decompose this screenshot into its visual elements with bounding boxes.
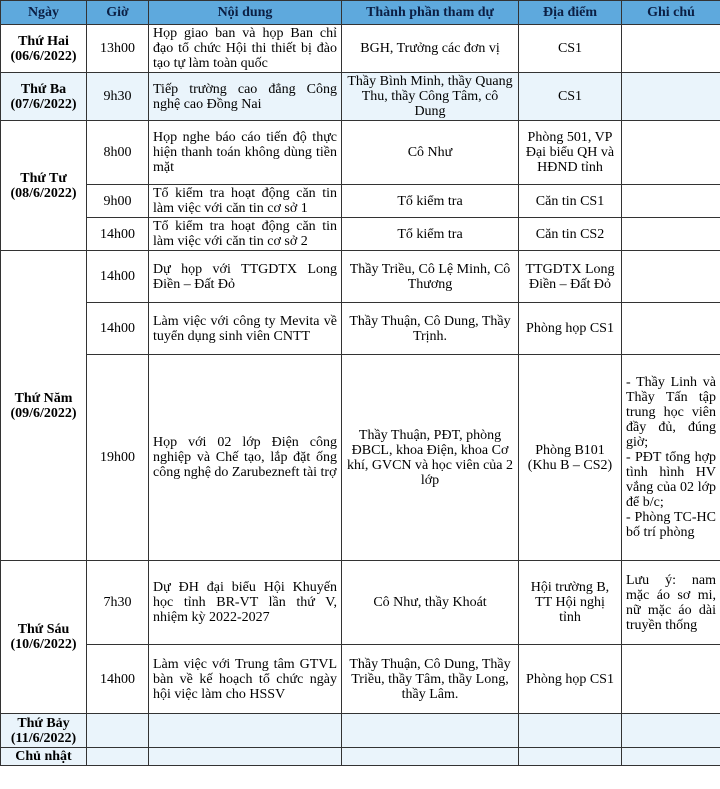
location-cell	[519, 714, 622, 748]
content-cell: Họp nghe báo cáo tiến độ thực hiện thanh toán không dùng tiền mặt	[149, 121, 342, 185]
attendees-cell	[342, 748, 519, 766]
day-name: Thứ Sáu	[17, 622, 70, 637]
note-cell	[622, 25, 720, 73]
attendees-cell: Tổ kiểm tra	[342, 218, 519, 251]
content-cell: Làm việc với công ty Mevita về tuyển dụng sinh viên CNTT	[149, 303, 342, 355]
header-row	[1, 1, 720, 25]
content-cell	[149, 748, 342, 766]
table-row	[1, 73, 720, 121]
location-cell	[519, 748, 622, 766]
location-cell: Phòng họp CS1	[519, 303, 622, 355]
attendees-cell: Cô Như, thầy Khoát	[342, 561, 519, 645]
table-row	[1, 25, 720, 73]
location-cell: Phòng B101 (Khu B – CS2)	[519, 355, 622, 561]
day-date: (10/6/2022)	[10, 637, 77, 652]
table-row	[1, 561, 720, 645]
content-cell: Họp với 02 lớp Điện công nghiệp và Chế tạo, lắp đặt ống công nghệ do Zarubezneft tài trợ	[149, 355, 342, 561]
day-cell	[1, 251, 87, 561]
time-cell	[87, 714, 149, 748]
location-cell: Căn tin CS1	[519, 185, 622, 218]
table-row	[1, 645, 720, 714]
time-cell: 14h00	[87, 645, 149, 714]
day-cell	[1, 714, 87, 748]
time-cell: 14h00	[87, 303, 149, 355]
header-time: Giờ	[87, 1, 149, 25]
table-row	[1, 303, 720, 355]
attendees-cell: Thầy Thuận, Cô Dung, Thầy Triều, thầy Tâm, thầy Long, thầy Lâm.	[342, 645, 519, 714]
location-cell: Phòng họp CS1	[519, 645, 622, 714]
content-cell: Tổ kiểm tra hoạt động căn tin làm việc với căn tin cơ sở 2	[149, 218, 342, 251]
attendees-cell: BGH, Trưởng các đơn vị	[342, 25, 519, 73]
time-cell: 14h00	[87, 251, 149, 303]
day-cell	[1, 748, 87, 766]
attendees-cell: Cô Như	[342, 121, 519, 185]
attendees-cell: Thầy Bình Minh, thầy Quang Thu, thầy Công Tâm, cô Dung	[342, 73, 519, 121]
table-row	[1, 355, 720, 561]
time-cell: 13h00	[87, 25, 149, 73]
note-cell	[622, 251, 720, 303]
note-line: - Thầy Linh và Thầy Tấn tập trung học viên đầy đủ, đúng giờ;	[626, 375, 716, 450]
location-cell: Phòng 501, VP Đại biểu QH và HĐND tỉnh	[519, 121, 622, 185]
note-cell	[622, 185, 720, 218]
location-cell: Hội trường B, TT Hội nghị tỉnh	[519, 561, 622, 645]
content-cell: Tiếp trường cao đẳng Công nghệ cao Đồng Nai	[149, 73, 342, 121]
note-line: - PĐT tổng hợp tình hình HV vắng của 02 lớp để b/c;	[626, 450, 716, 510]
day-cell	[1, 561, 87, 714]
location-cell: CS1	[519, 73, 622, 121]
day-date: (09/6/2022)	[10, 405, 77, 421]
day-cell	[1, 25, 87, 73]
day-date: (11/6/2022)	[10, 730, 77, 746]
location-cell: TTGDTX Long Điền – Đất Đỏ	[519, 251, 622, 303]
day-cell	[1, 73, 87, 121]
note-cell	[622, 714, 720, 748]
header-note: Ghi chú	[622, 1, 720, 25]
content-cell: Họp giao ban và họp Ban chỉ đạo tổ chức Hội thi thiết bị đào tạo tự làm toàn quốc	[149, 25, 342, 73]
content-cell: Làm việc với Trung tâm GTVL bàn về kế hoạch tổ chức ngày hội việc làm cho HSSV	[149, 645, 342, 714]
header-content: Nội dung	[149, 1, 342, 25]
time-cell	[87, 748, 149, 766]
time-cell: 7h30	[87, 561, 149, 645]
note-cell	[622, 355, 720, 561]
time-cell: 14h00	[87, 218, 149, 251]
header-location: Địa điểm	[519, 1, 622, 25]
table-row	[1, 251, 720, 303]
attendees-cell: Thầy Triều, Cô Lệ Minh, Cô Thương	[342, 251, 519, 303]
time-cell: 19h00	[87, 355, 149, 561]
note-cell	[622, 73, 720, 121]
day-date: (07/6/2022)	[10, 96, 77, 112]
note-cell	[622, 121, 720, 185]
content-cell	[149, 714, 342, 748]
table-row	[1, 218, 720, 251]
note-cell	[622, 218, 720, 251]
attendees-cell	[342, 714, 519, 748]
day-date: (08/6/2022)	[10, 185, 77, 201]
note-cell	[622, 645, 720, 714]
day-name: Thứ Hai	[18, 33, 69, 49]
day-name: Chủ nhật	[15, 749, 72, 764]
content-cell: Tổ kiểm tra hoạt động căn tin làm việc với căn tin cơ sở 1	[149, 185, 342, 218]
note-cell	[622, 303, 720, 355]
attendees-cell: Thầy Thuận, Cô Dung, Thầy Trịnh.	[342, 303, 519, 355]
location-cell: CS1	[519, 25, 622, 73]
note-cell: Lưu ý: nam mặc áo sơ mi, nữ mặc áo dài truyền thống	[622, 561, 720, 645]
day-name: Thứ Tư	[20, 170, 67, 186]
table-row	[1, 748, 720, 766]
table-row	[1, 185, 720, 218]
day-name: Thứ Ba	[20, 81, 67, 97]
table-row	[1, 714, 720, 748]
attendees-cell: Tổ kiểm tra	[342, 185, 519, 218]
time-cell: 9h00	[87, 185, 149, 218]
header-day: Ngày	[1, 1, 87, 25]
attendees-cell: Thầy Thuận, PĐT, phòng ĐBCL, khoa Điện, khoa Cơ khí, GVCN và học viên của 2 lớp	[342, 355, 519, 561]
note-cell	[622, 748, 720, 766]
table-row	[1, 121, 720, 185]
time-cell: 8h00	[87, 121, 149, 185]
time-cell: 9h30	[87, 73, 149, 121]
location-cell: Căn tin CS2	[519, 218, 622, 251]
content-cell: Dự họp với TTGDTX Long Điền – Đất Đỏ	[149, 251, 342, 303]
day-name: Thứ Bảy	[17, 715, 70, 731]
header-attendees: Thành phần tham dự	[342, 1, 519, 25]
day-name: Thứ Năm	[14, 390, 73, 406]
day-cell	[1, 121, 87, 251]
content-cell: Dự ĐH đại biểu Hội Khuyến học tỉnh BR-VT lần thứ V, nhiệm kỳ 2022-2027	[149, 561, 342, 645]
note-line: - Phòng TC-HC bố trí phòng	[626, 510, 716, 540]
day-date: (06/6/2022)	[10, 48, 77, 64]
